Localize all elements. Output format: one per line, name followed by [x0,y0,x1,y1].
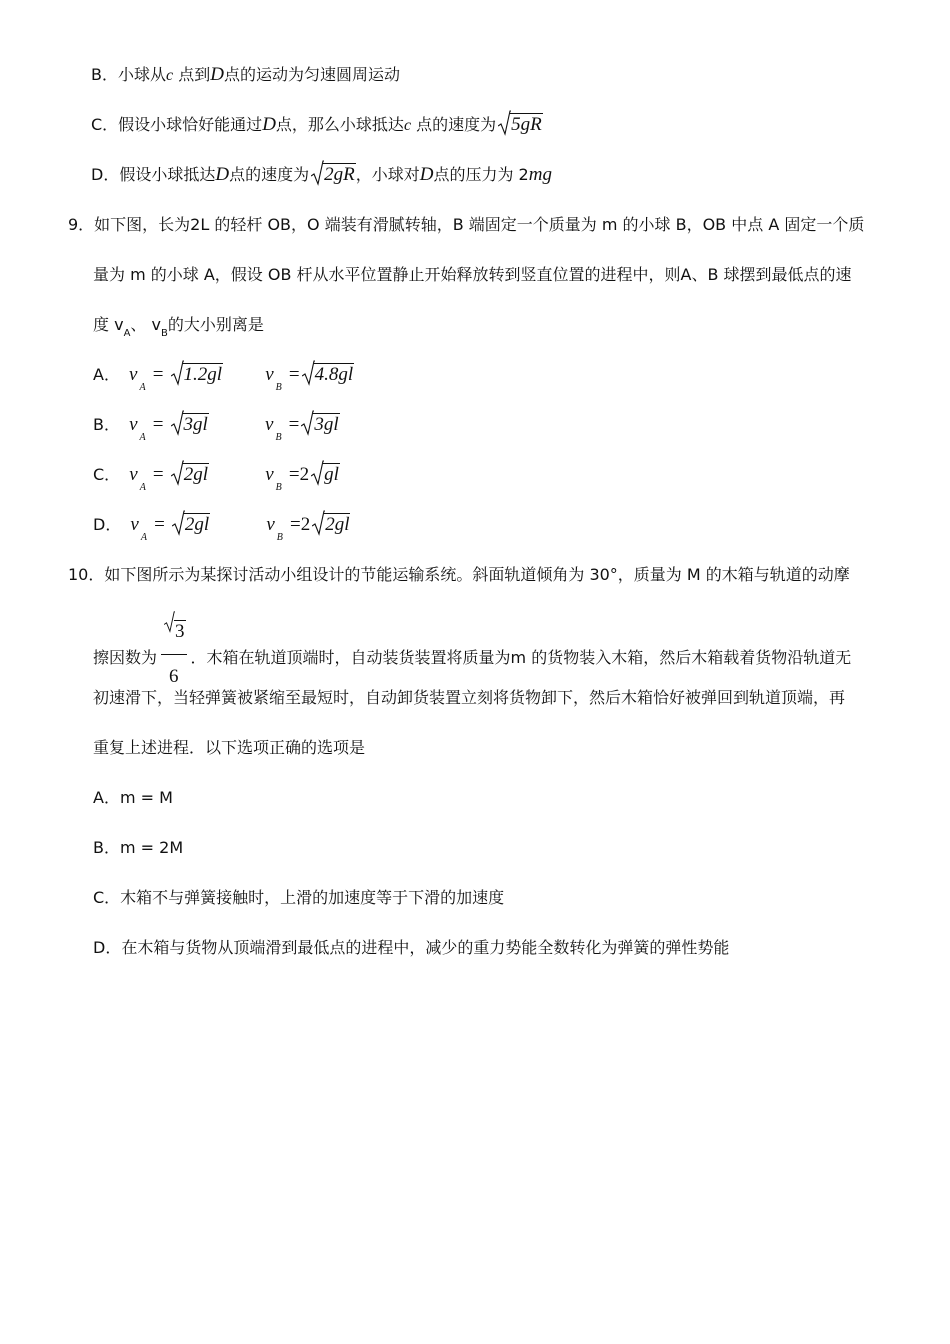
q10-stem-line-3: 初速滑下，当轻弹簧被紧缩至最短时，自动卸货装置立刻将货物卸下，然后木箱恰好被弹回到轨道顶端，再 [93,688,846,707]
q9-stem-line-3: 度 $v_A$、 $v_B$的大小别离是 [93,315,264,339]
var-d: D [210,64,224,85]
q10-option-d: D．在木箱与货物从顶端滑到最低点的进程中，减少的重力势能全数转化为弹簧的弹性势能 [93,938,730,957]
q10-stem-line-2: 擦因数为 $\frac{3}{6}$ ．木箱在轨道顶端时，自动装货装置将质量为m 的货物装入木箱，然后木箱载着货物沿轨道无 [93,616,851,701]
sqrt-expression: 2gl [172,513,210,537]
q9-stem-line-1: 9．如下图，长为2L 的轻杆 OB，O 端装有滑腻转轴，B 端固定一个质量为 m 的小球 B，OB 中点 A 固定一个质 [68,215,865,234]
sqrt-expression: 2gR [311,163,356,187]
sqrt-expression: 3gl [301,413,339,437]
var-d: D [262,114,276,135]
fraction: $\frac{3}{6}$ [161,612,187,697]
q9-option: C． $v_A$ = 2gl $v_B =2$ gl [93,463,340,490]
sqrt-expression: 5gR [498,113,543,137]
q8-option-c: C．假设小球恰好能通过D点，那么小球抵达c 点的速度为 5gR [91,113,543,138]
sqrt-expression: 3gl [171,413,209,437]
q10-stem-line-1: 10．如下图所示为某探讨活动小组设计的节能运输系统。斜面轨道倾角为 30°，质量为 M 的木箱与轨道的动摩 [68,565,850,584]
sqrt-expression: 2gl [312,513,350,537]
sqrt-expression: 1.2gl [171,363,224,387]
sqrt-expression: gl [311,463,340,487]
q10-option-a: A．m = M [93,788,173,807]
q8-option-d: D．假设小球抵达D点的速度为 2gR，小球对D点的压力为 2mg [91,163,552,187]
q9-option: B． $v_A$ = 3gl $v_B$ = 3gl [93,413,340,440]
q10-option-c: C．木箱不与弹簧接触时，上滑的加速度等于下滑的加速度 [93,888,505,907]
var-d: D [419,164,434,185]
q10-stem-line-4: 重复上述进程．以下选项正确的选项是 [93,738,366,757]
q9-option: A． $v_A$ = 1.2gl $v_B$ = 4.8gl [93,363,354,390]
var-c: c [403,117,412,134]
sqrt-expression: 4.8gl [302,363,355,387]
q9-stem-line-2: 量为 m 的小球 A，假设 OB 杆从水平位置静止开始释放转到竖直位置的进程中，则A、B 球摆到最低点的速 [93,265,852,284]
sqrt-expression: 3 [164,612,186,652]
q9-option: D． $v_A$ = 2gl $v_B =2$ 2gl [93,513,350,540]
var-d: D [215,164,230,185]
sqrt-expression: 2gl [171,463,209,487]
var-c: c [165,67,174,84]
q8-option-b: B．小球从c 点到D点的运动为匀速圆周运动 [91,64,400,85]
q10-option-b: B．m = 2M [93,838,184,857]
